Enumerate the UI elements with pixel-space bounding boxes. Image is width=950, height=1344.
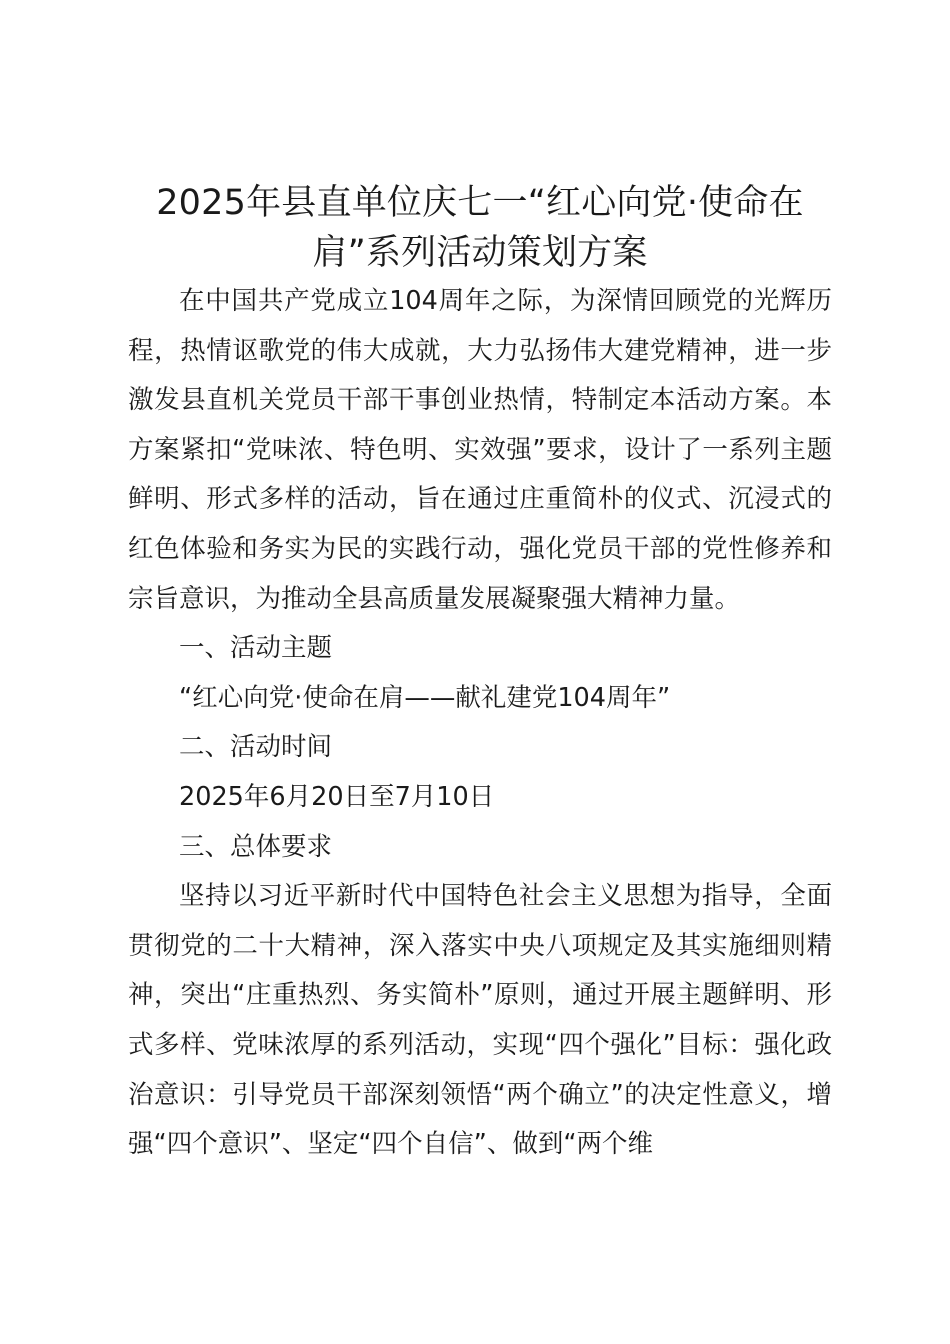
section-heading-theme: 一、活动主题 [179, 633, 333, 664]
document-page [128, 178, 832, 1170]
activity-theme-text: “红心向党·使命在肩——献礼建党104周年” [179, 682, 671, 713]
intro-paragraph: 在中国共产党成立104周年之际，为深情回顾党的光辉历程，热情讴歌党的伟大成就，大力弘扬伟大建党精神，进一步激发县直机关党员干部干事创业热情，特制定本活动方案。本方案紧扣“党味浓、特色明、实效强”要求，设计了一系列主题鲜明、形式多样的活动，旨在通过庄重简朴的仪式、沉浸式的红色体验和务实为民的实践行动，强化党员干部的党性修养和宗旨意识，为推动全县高质量发展凝聚强大精神力量。 [128, 286, 832, 614]
activity-time-text: 2025年6月20日至7月10日 [179, 781, 495, 812]
section-heading-requirements: 三、总体要求 [179, 831, 333, 862]
document-title: 2025年县直单位庆七一“红心向党·使命在肩”系列活动策划方案 [156, 183, 804, 273]
requirements-paragraph: 坚持以习近平新时代中国特色社会主义思想为指导，全面贯彻党的二十大精神，深入落实中央八项规定及其实施细则精神，突出“庄重热烈、务实简朴”原则，通过开展主题鲜明、形式多样、党味浓厚的系列活动，实现“四个强化”目标：强化政治意识：引导党员干部深刻领悟“两个确立”的决定性意义，增强“四个意识”、坚定“四个自信”、做到“两个维 [128, 881, 832, 1160]
section-heading-time: 二、活动时间 [179, 732, 333, 763]
